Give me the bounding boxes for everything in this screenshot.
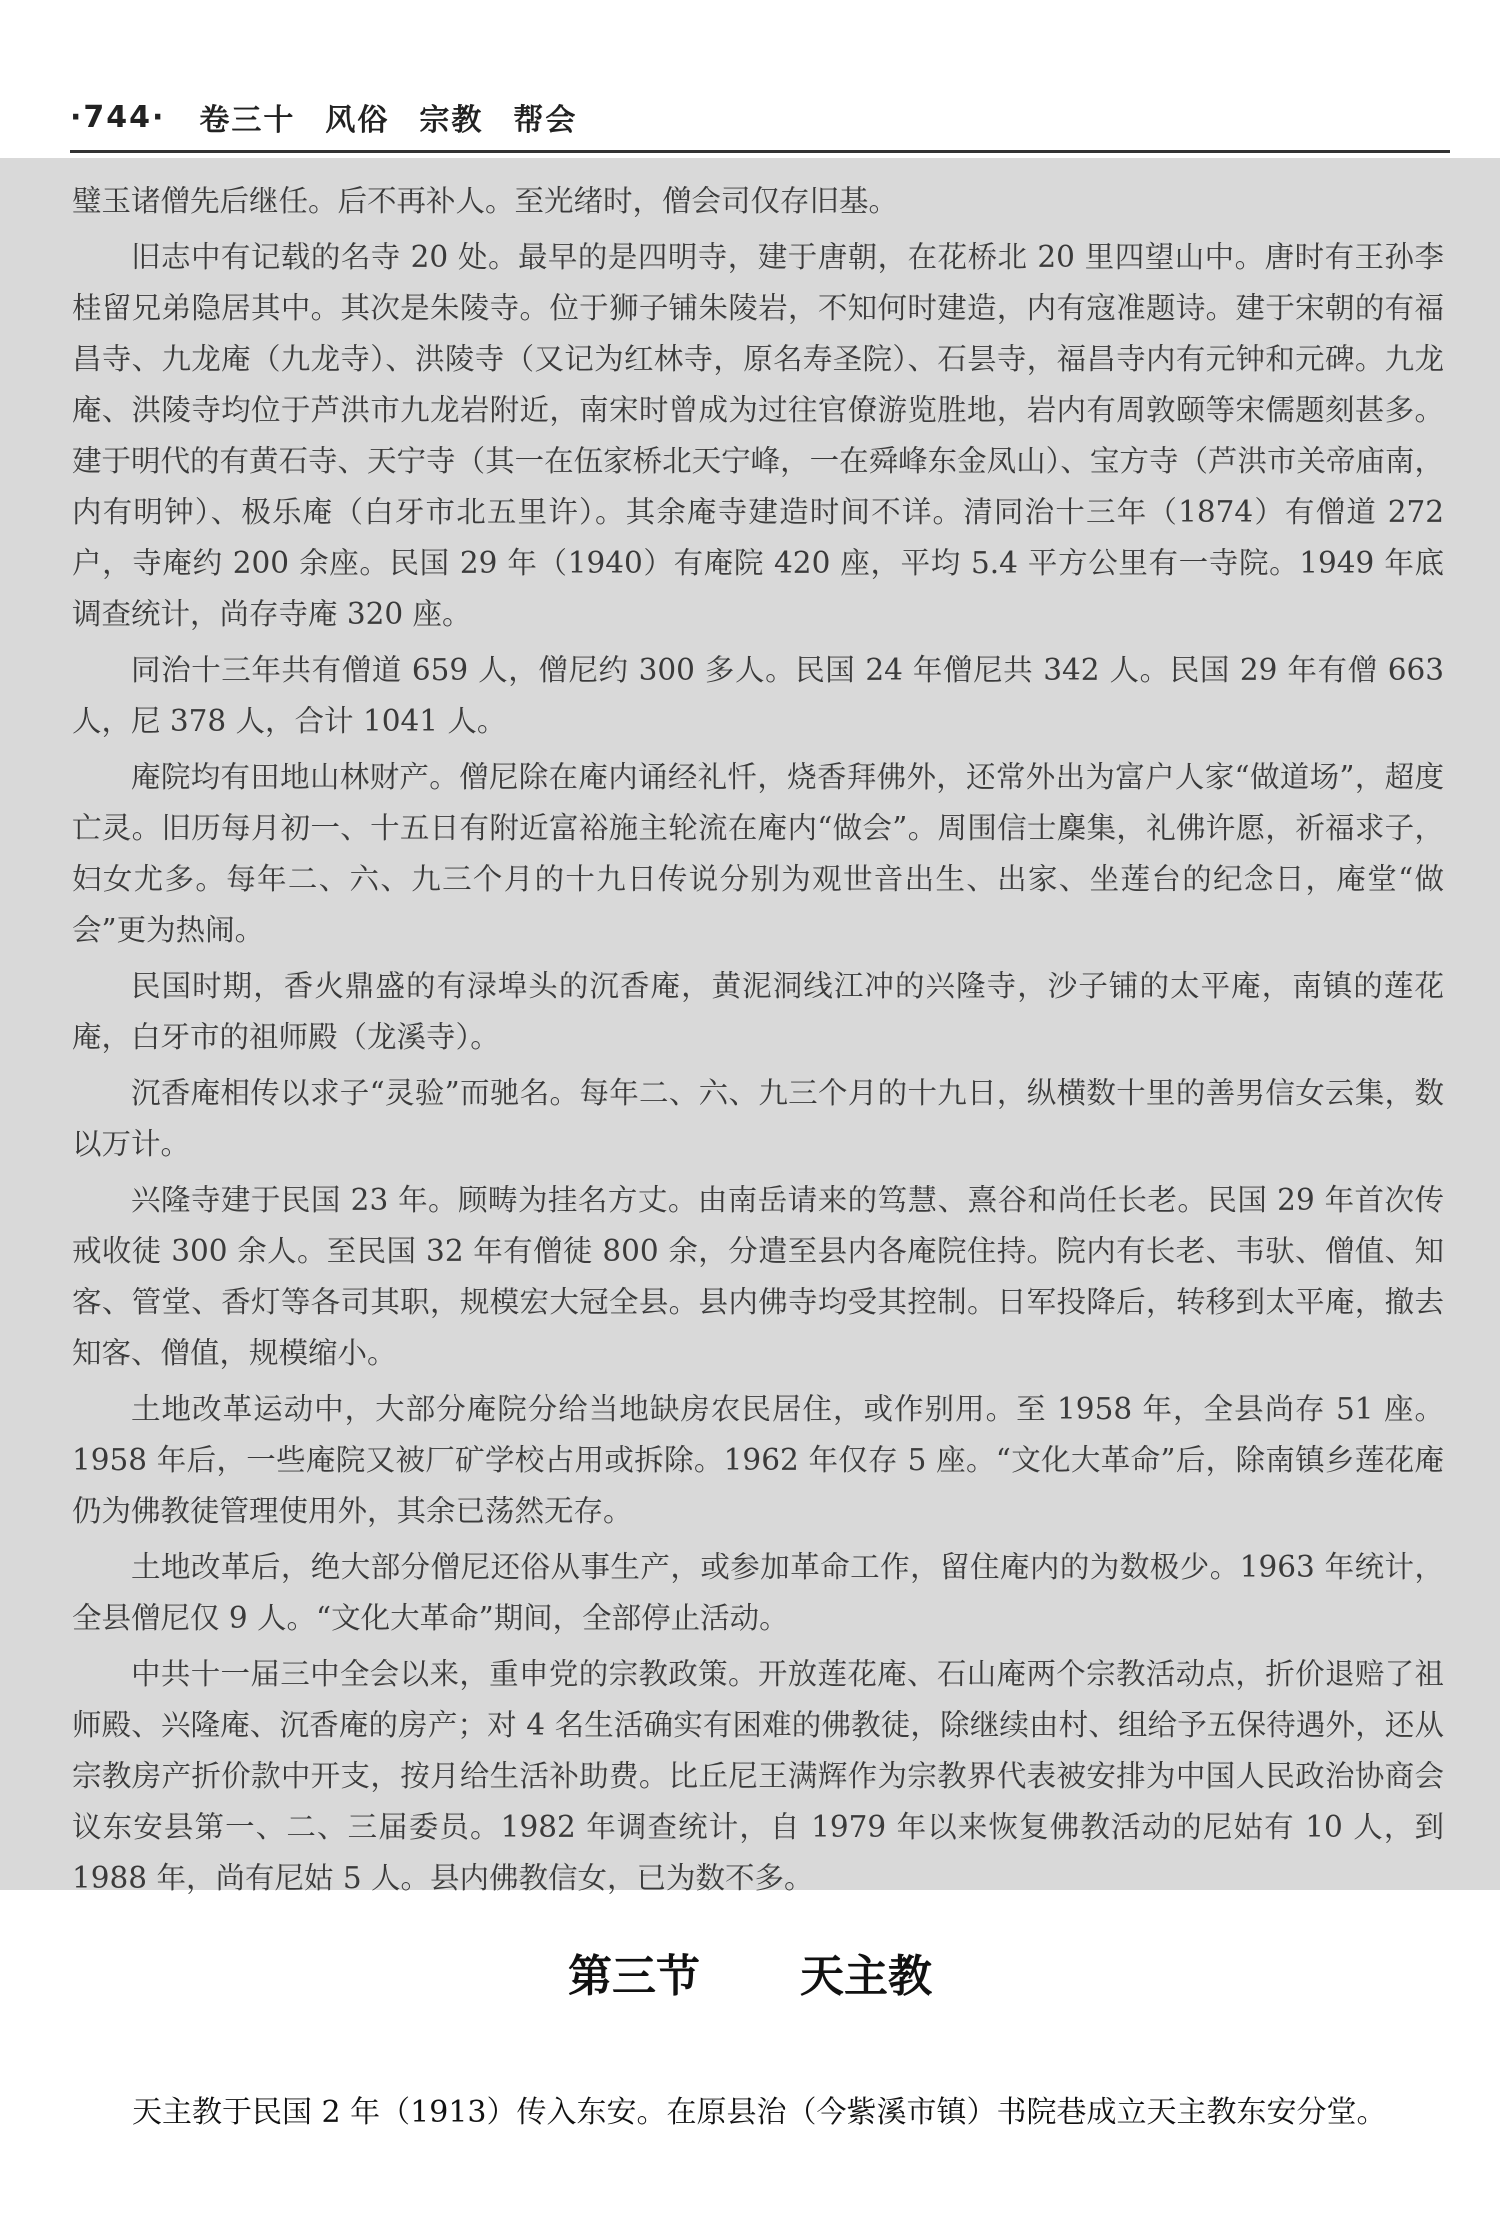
- paragraph: 土地改革后，绝大部分僧尼还俗从事生产，或参加革命工作，留住庵内的为数极少。1963 年统计，全县僧尼仅 9 人。“文化大革命”期间，全部停止活动。: [72, 1550, 1444, 1635]
- section-heading: [0, 1942, 1500, 2012]
- body-text: [72, 176, 1444, 1909]
- paragraph: 璧玉诸僧先后继任。后不再补人。至光绪时，僧会司仅存旧基。: [72, 184, 899, 218]
- paragraph: 旧志中有记载的名寺 20 处。最早的是四明寺，建于唐朝，在花桥北 20 里四望山中。唐时有王孙李桂留兄弟隐居其中。其次是朱陵寺。位于狮子铺朱陵岩，不知何时建造，内有寇准题诗。建于宋朝的有福昌寺、九龙庵（九龙寺）、洪陵寺（又记为红林寺，原名寿圣院）、石昙寺，福昌寺内有元钟和元碑。九龙庵、洪陵寺均位于芦洪市九龙岩附近，南宋时曾成为过往官僚游览胜地，岩内有周敦颐等宋儒题刻甚多。建于明代的有黄石寺、天宁寺（其一在伍家桥北天宁峰，一在舜峰东金凤山）、宝方寺（芦洪市关帝庙南，内有明钟）、极乐庵（白牙市北五里许）。其余庵寺建造时间不详。清同治十三年（1874）有僧道 272 户，寺庵约 200 余座。民国 29 年（1940）有庵院 420 座，平均 5.4 平方公里有一寺院。1949 年底调查统计，尚存寺庵 320 座。: [72, 240, 1444, 631]
- section-title: 天主教: [800, 1951, 932, 2002]
- section-number: 第三节: [568, 1951, 700, 2002]
- topic-religion: 宗教: [419, 103, 484, 138]
- paragraph: 中共十一届三中全会以来，重申党的宗教政策。开放莲花庵、石山庵两个宗教活动点，折价退赔了祖师殿、兴隆庵、沉香庵的房产；对 4 名生活确实有困难的佛教徒，除继续由村、组给予五保待遇外，还从宗教房产折价款中开支，按月给生活补助费。比丘尼王满辉作为宗教界代表被安排为中国人民政治协商会议东安县第一、二、三届委员。1982 年调查统计，自 1979 年以来恢复佛教活动的尼姑有 10 人，到 1988 年，尚有尼姑 5 人。县内佛教信女，已为数不多。: [72, 1657, 1444, 1895]
- section-paragraph: 天主教于民国 2 年（1913）传入东安。在原县治（今紫溪市镇）书院巷成立天主教东安分堂。: [132, 2095, 1387, 2130]
- paragraph: 土地改革运动中，大部分庵院分给当地缺房农民居住，或作别用。至 1958 年，全县尚存 51 座。1958 年后，一些庵院又被厂矿学校占用或拆除。1962 年仅存 5 座。“文化大革命”后，除南镇乡莲花庵仍为佛教徒管理使用外，其余已荡然无存。: [72, 1392, 1444, 1528]
- page-number: ·744·: [70, 99, 166, 135]
- volume-label: 卷三十: [199, 103, 296, 138]
- running-header: [70, 92, 1450, 142]
- header-divider: [70, 150, 1450, 153]
- paragraph: 庵院均有田地山林财产。僧尼除在庵内诵经礼忏，烧香拜佛外，还常外出为富户人家“做道场”，超度亡灵。旧历每月初一、十五日有附近富裕施主轮流在庵内“做会”。周围信士麇集，礼佛许愿，祈福求子，妇女尤多。每年二、六、九三个月的十九日传说分别为观世音出生、出家、坐莲台的纪念日，庵堂“做会”更为热闹。: [72, 760, 1444, 947]
- paragraph: 兴隆寺建于民国 23 年。顾畴为挂名方丈。由南岳请来的笃慧、熹谷和尚任长老。民国 29 年首次传戒收徒 300 余人。至民国 32 年有僧徒 800 余，分遣至县内各庵院住持。院内有长老、韦驮、僧值、知客、管堂、香灯等各司其职，规模宏大冠全县。县内佛寺均受其控制。日军投降后，转移到太平庵，撤去知客、僧值，规模缩小。: [72, 1183, 1444, 1370]
- paragraph: 同治十三年共有僧道 659 人，僧尼约 300 多人。民国 24 年僧尼共 342 人。民国 29 年有僧 663 人，尼 378 人，合计 1041 人。: [72, 653, 1444, 738]
- topic-customs: 风俗: [325, 103, 390, 138]
- paragraph: 民国时期，香火鼎盛的有渌埠头的沉香庵，黄泥洞线江冲的兴隆寺，沙子铺的太平庵，南镇的莲花庵，白牙市的祖师殿（龙溪寺）。: [72, 969, 1444, 1054]
- topic-societies: 帮会: [513, 103, 578, 138]
- paragraph: 沉香庵相传以求子“灵验”而驰名。每年二、六、九三个月的十九日，纵横数十里的善男信女云集，数以万计。: [72, 1076, 1444, 1161]
